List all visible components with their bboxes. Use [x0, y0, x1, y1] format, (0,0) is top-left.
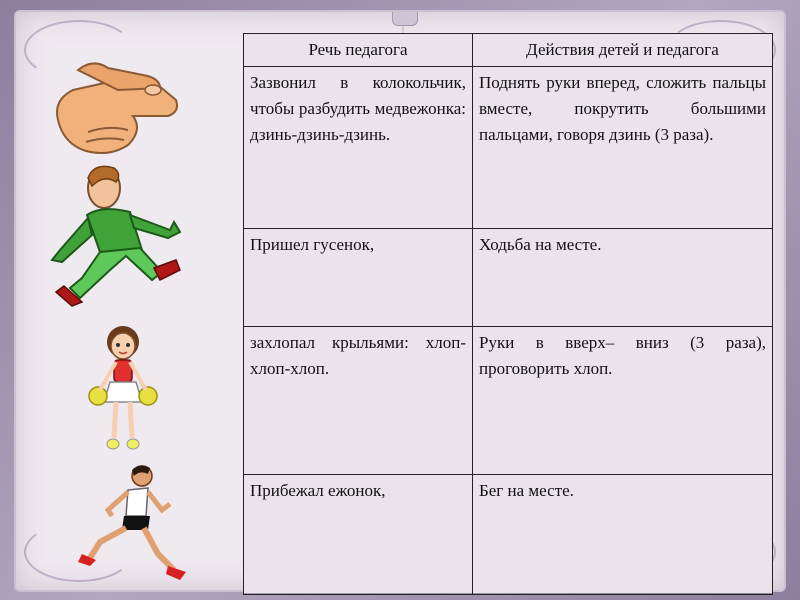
table-row [244, 327, 773, 475]
running-man-icon [70, 462, 190, 586]
speech-cell: Пришел гусенок, [244, 229, 473, 327]
speech-cell: Прибежал ежонок, [244, 475, 473, 595]
speech-actions-table [243, 33, 773, 595]
speech-cell: захлопал крыльями: хлоп-хлоп-хлоп. [244, 327, 473, 475]
table-row [244, 229, 773, 327]
hands-icon [48, 50, 183, 160]
walking-man-icon [42, 160, 192, 310]
action-cell: Ходьба на месте. [473, 229, 773, 327]
action-cell: Бег на месте. [473, 475, 773, 595]
table-row [244, 475, 773, 595]
header-teacher-speech: Речь педагога [244, 34, 473, 67]
action-cell: Руки в вверх– вниз (3 раза), проговорить хлоп. [473, 327, 773, 475]
activity-table [243, 33, 772, 593]
book-clasp [392, 12, 418, 26]
action-cell: Поднять руки вперед, сложить пальцы вместе, покрутить большими пальцами, говоря дзинь (3 раза). [473, 67, 773, 229]
table-header-row [244, 34, 773, 67]
speech-cell: Зазвонил в колокольчик, чтобы разбудить медвежонка: дзинь-дзинь-дзинь. [244, 67, 473, 229]
cheerleader-girl-icon [88, 320, 158, 460]
header-actions: Действия детей и педагога [473, 34, 773, 67]
table-row [244, 67, 773, 229]
